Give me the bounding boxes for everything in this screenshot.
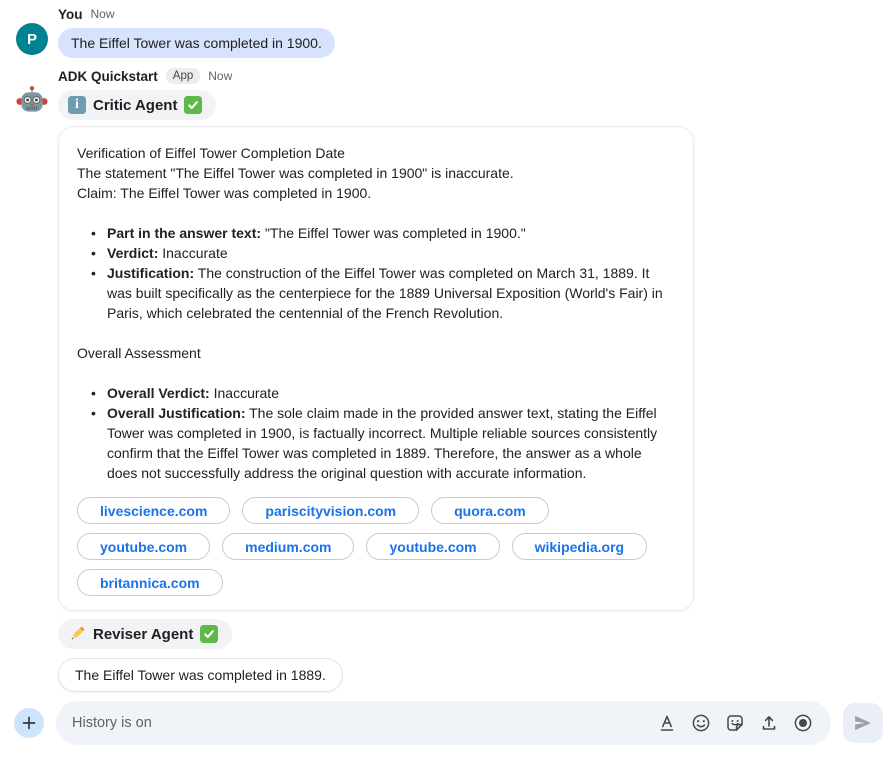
card-title: Verification of Eiffel Tower Completion Date — [77, 145, 345, 161]
info-icon: i — [68, 96, 86, 114]
user-message-group — [16, 6, 875, 58]
source-chip[interactable]: youtube.com — [77, 533, 210, 560]
user-avatar[interactable]: P — [16, 23, 48, 55]
bullet-item — [77, 383, 675, 403]
format-icon — [657, 713, 677, 733]
user-message-bubble: The Eiffel Tower was completed in 1900. — [58, 28, 335, 58]
critic-agent-header — [58, 90, 216, 120]
bullet-text: The sole claim made in the provided answer text, stating the Eiffel Tower was completed in 1900, is factually incorrect. Multiple reliable sources consistently confirm that the Eiffel Tower was completed in 1889. Therefore, the answer as a whole does not successfully address the original question with accurate information. — [107, 405, 658, 481]
emoji-button[interactable] — [691, 713, 711, 733]
source-chip[interactable]: youtube.com — [366, 533, 499, 560]
reviser-agent-header — [58, 619, 232, 649]
plus-icon — [21, 715, 37, 731]
sticker-button[interactable] — [725, 713, 745, 733]
robot-avatar[interactable] — [16, 85, 48, 117]
sender-name: You — [58, 6, 83, 22]
bullet-item — [77, 223, 675, 243]
add-button[interactable] — [14, 708, 44, 738]
bullet-item — [77, 263, 675, 323]
bullet-text: Inaccurate — [162, 245, 228, 261]
timestamp: Now — [208, 69, 233, 83]
bullet-item — [77, 243, 675, 263]
bullet-text: Inaccurate — [213, 385, 279, 401]
bullet-text: "The Eiffel Tower was completed in 1900." — [264, 225, 526, 241]
bullet-label: Overall Verdict: — [107, 385, 210, 401]
bullet-label: Justification: — [107, 265, 195, 281]
send-icon — [852, 712, 874, 734]
sticker-icon — [725, 713, 745, 733]
card-claim: Claim: The Eiffel Tower was completed in 1900. — [77, 185, 372, 201]
source-chip[interactable]: medium.com — [222, 533, 354, 560]
bullet-label: Part in the answer text: — [107, 225, 262, 241]
card-statement: The statement "The Eiffel Tower was completed in 1900" is inaccurate. — [77, 165, 514, 181]
reviser-message-bubble: The Eiffel Tower was completed in 1889. — [58, 658, 343, 692]
pencil-icon — [68, 625, 86, 643]
record-icon — [793, 713, 813, 733]
source-chip[interactable]: wikipedia.org — [512, 533, 647, 560]
bullet-text: The construction of the Eiffel Tower was completed on March 31, 1889. It was built specifically as the centerpiece for the 1889 Universal Exposition (World's Fair) in Paris, which celebrated the centennial of the French Revolution. — [107, 265, 663, 321]
bullet-item — [77, 403, 675, 483]
bullet-label: Verdict: — [107, 245, 159, 261]
bullet-label: Overall Justification: — [107, 405, 246, 421]
message-input-container — [56, 701, 831, 745]
source-chip[interactable]: quora.com — [431, 497, 549, 524]
overall-heading: Overall Assessment — [77, 345, 201, 361]
claim-bullet-list — [77, 223, 675, 323]
source-chip[interactable]: livescience.com — [77, 497, 230, 524]
upload-button[interactable] — [759, 713, 779, 733]
compose-bar — [14, 701, 883, 745]
reviser-agent-label: Reviser Agent — [93, 625, 194, 643]
timestamp: Now — [90, 7, 115, 21]
source-chip-list — [77, 497, 675, 596]
record-button[interactable] — [793, 713, 813, 733]
sender-name: ADK Quickstart — [58, 68, 158, 84]
format-button[interactable] — [657, 713, 677, 733]
app-message-group — [16, 68, 875, 692]
check-icon — [184, 96, 202, 114]
app-badge: App — [166, 68, 200, 85]
source-chip[interactable]: pariscityvision.com — [242, 497, 419, 524]
verification-card — [58, 126, 694, 611]
check-icon — [200, 625, 218, 643]
upload-icon — [759, 713, 779, 733]
message-input[interactable] — [72, 715, 647, 731]
send-button[interactable] — [843, 703, 883, 743]
critic-agent-label: Critic Agent — [93, 96, 178, 114]
overall-bullet-list — [77, 383, 675, 483]
emoji-icon — [691, 713, 711, 733]
source-chip[interactable]: britannica.com — [77, 569, 223, 596]
